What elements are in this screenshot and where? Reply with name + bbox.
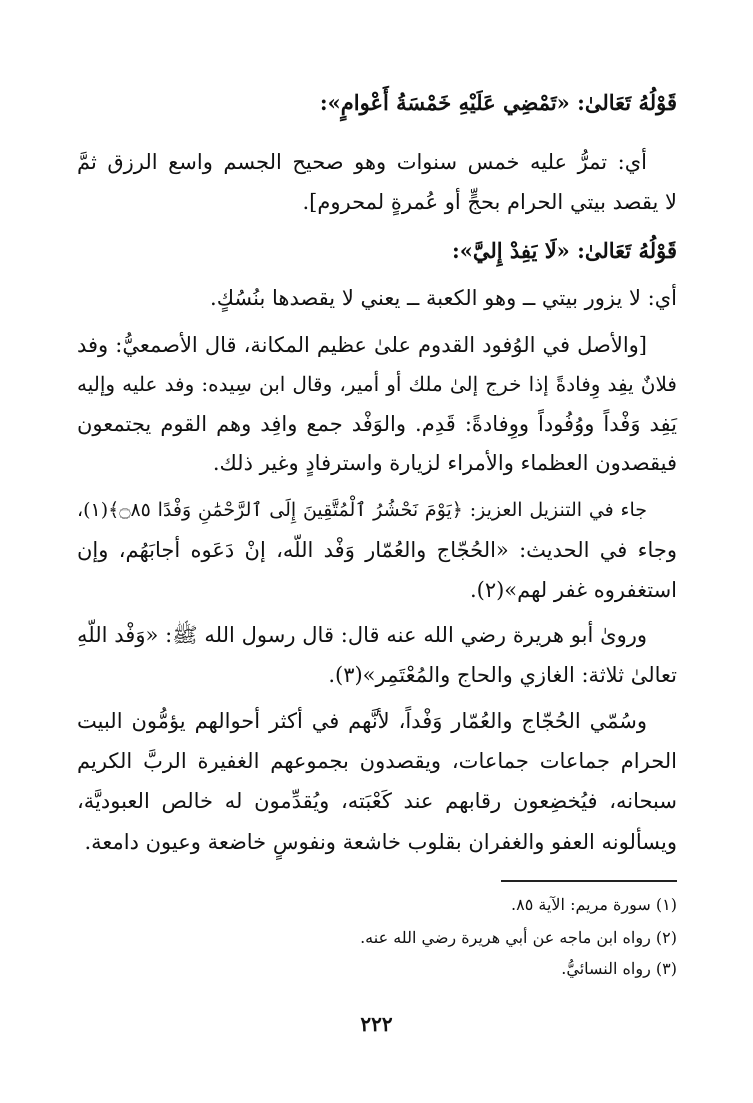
footnote-3: (٣) رواه النسائيُّ. xyxy=(561,959,677,978)
footnote-1: (١) سورة مريم: الآية ٨٥. xyxy=(511,895,677,914)
paragraph-line: يَفِد وَفْداً ووُفُوداً ووِفادةً: قَدِم. والوَفْد جمع وافِد وهم القوم يجتمعون xyxy=(77,412,677,436)
paragraph-line: ويسألونه العفو والغفران بقلوب خاشعة ونفوسٍ خاضعة وعيون دامعة. xyxy=(84,830,677,854)
paragraph-line: استغفروه غفر لهم»(٢). xyxy=(469,578,677,602)
heading-la-yafid: قَوْلُهُ تَعَالىٰ: «لَا يَفِدْ إِليَّ»: xyxy=(451,238,677,263)
heading-five-years: قَوْلُهُ تَعَالىٰ: «تَمْضِي عَلَيْهِ خَمْسَةُ أَعْوامٍ»: xyxy=(319,90,677,115)
footnote-2: (٢) رواه ابن ماجه عن أبي هريرة رضي الله عنه. xyxy=(360,928,677,947)
paragraph-line: الحرام جماعات جماعات، ويقصدون بجموعهم الغفيرة الربَّ الكريم xyxy=(77,749,677,773)
paragraph-line: جاء في التنزيل العزيز: ﴿يَوْمَ نَحْشُرُ ٱلْمُتَّقِينَ إِلَى ٱلرَّحْمَٰنِ وَفْدًا ۝٨٥﴾(١)، xyxy=(77,499,647,521)
paragraph-line: وسُمّي الحُجّاج والعُمّار وَفْداً، لأنَّهم في أكثر أحوالهم يؤمُّون البيت xyxy=(77,709,647,733)
page-number: ٢٢٢ xyxy=(360,1012,393,1036)
paragraph-line: أي: تمرُّ عليه خمس سنوات وهو صحيح الجسم واسع الرزق ثمَّ xyxy=(77,150,647,174)
paragraph-line: فيقصدون العظماء والأمراء لزيارة واسترفادٍ وغير ذلك. xyxy=(212,451,677,475)
paragraph-line: أي: لا يزور بيتي ــ وهو الكعبة ــ يعني لا يقصدها بنُسُكٍ. xyxy=(210,286,677,310)
paragraph-line: لا يقصد بيتي الحرام بحجٍّ أو عُمرةٍ لمحروم]. xyxy=(302,190,677,214)
paragraph-line: وروىٰ أبو هريرة رضي الله عنه قال: قال رسول الله ﷺ: «وَفْد اللّهِ xyxy=(77,623,647,647)
paragraph-line: فلانٌ يفِد وِفادةً إذا خرج إلىٰ ملك أو أمير، وقال ابن سِيده: وفد عليه وإليه xyxy=(77,372,677,396)
paragraph-line: وجاء في الحديث: «الحُجّاج والعُمّار وَفْد اللّه، إنْ دَعَوه أجابَهُم، وإن xyxy=(77,538,677,562)
paragraph-line: سبحانه، فيُخضِعون رقابهم عند كَعْبَته، ويُقدِّمون له خالص العبوديَّة، xyxy=(77,789,677,813)
paragraph-line: [والأصل في الوُفود القدوم علىٰ عظيم المكانة، قال الأصمعيُّ: وفد xyxy=(77,333,647,357)
paragraph-line: تعالىٰ ثلاثة: الغازي والحاج والمُعْتَمِر»(٣). xyxy=(328,663,677,687)
footnote-separator xyxy=(501,880,677,882)
